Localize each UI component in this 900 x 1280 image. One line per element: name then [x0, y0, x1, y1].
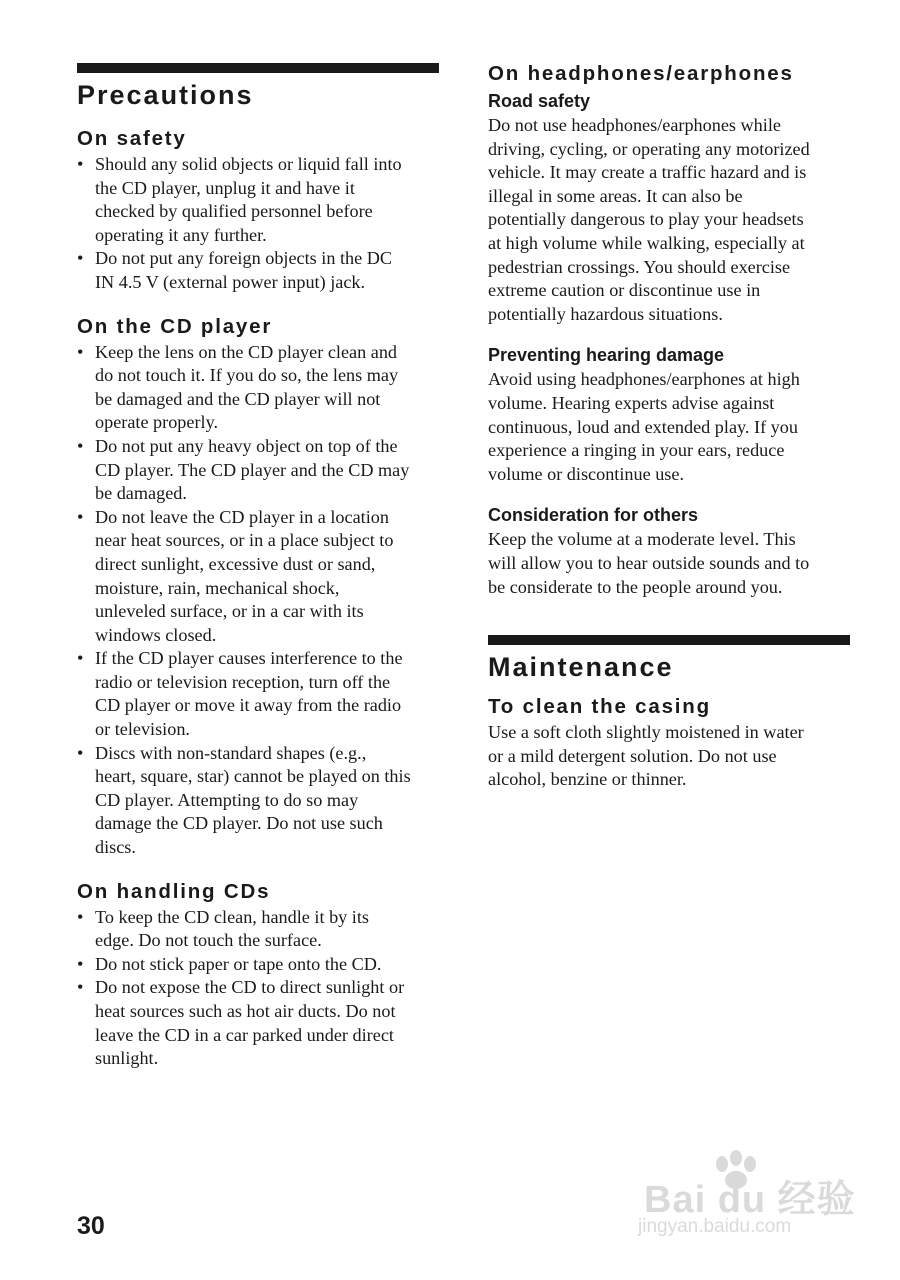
section-rule [488, 635, 850, 645]
right-column [488, 60, 850, 792]
precautions-title: Precautions [77, 80, 254, 110]
road-safety-subheading: Road safety [488, 91, 591, 111]
on-cd-player-list [77, 341, 439, 860]
consideration-text: Keep the volume at a moderate level. This will allow you to hear outside sounds and to be considerate to the people around you. [488, 529, 810, 597]
list-item: • To keep the CD clean, handle it by its edge. Do not touch the surface. [77, 906, 369, 951]
list-item: • Do not leave the CD player in a location near heat sources, or in a place subject to direct sunlight, excessive dust or sand, moisture, rain, mechanical shock, unleveled surface, or in a car with its windows closed. [77, 506, 394, 645]
list-item: • Do not expose the CD to direct sunlight or heat sources such as hot air ducts. Do not leave the CD in a car parked under direct sunlight. [77, 977, 405, 1069]
list-item: • Discs with non-standard shapes (e.g., heart, square, star) cannot be played on this CD player. Attempting to do so may damage the CD player. Do not use such discs. [77, 742, 411, 858]
on-cd-player-heading: On the CD player [77, 314, 273, 338]
hearing-damage-subheading: Preventing hearing damage [488, 345, 725, 366]
consideration-subheading: Consideration for others [488, 505, 699, 526]
section-rule [77, 63, 439, 73]
list-item: • Should any solid objects or liquid fall into the CD player, unplug it and have it checked by qualified personnel before operating it any further. [77, 154, 402, 245]
maintenance-title: Maintenance [488, 652, 674, 683]
baidu-watermark [638, 1150, 858, 1245]
watermark-url: jingyan.baidu.com [638, 1216, 792, 1237]
headphones-heading: On headphones/earphones [488, 62, 794, 85]
list-item: • Do not put any heavy object on top of the CD player. The CD player and the CD may be damaged. [77, 435, 410, 504]
on-handling-cds-heading: On handling CDs [77, 879, 271, 903]
list-item: • Do not stick paper or tape onto the CD. [77, 953, 382, 974]
clean-casing-text: Use a soft cloth slightly moistened in water or a mild detergent solution. Do not use alcohol, benzine or thinner. [488, 722, 804, 790]
on-handling-cds-list [77, 906, 439, 1071]
watermark-logo: Bai du 经验 [644, 1179, 856, 1221]
hearing-damage-text: Avoid using headphones/earphones at high volume. Hearing experts advise against continuous, loud and extended play. If you experience a ringing in your ears, reduce volume or discontinue use. [488, 369, 800, 484]
on-safety-list [77, 153, 439, 295]
clean-casing-heading: To clean the casing [488, 695, 711, 719]
list-item: • Keep the lens on the CD player clean and do not touch it. If you do so, the lens may be damaged and the CD player will not operate properly. [77, 341, 399, 433]
list-item: • If the CD player causes interference to the radio or television reception, turn off the CD player or move it away from the radio or television. [77, 648, 403, 740]
road-safety-text: Do not use headphones/earphones while driving, cycling, or operating any motorized vehicle. It may create a traffic hazard and is illegal in some areas. It can also be potentially dangerous to play your headsets at high volume while walking, especially at pedestrian crossings. You should exercise extreme caution or discontinue use in potentially hazardous situations. [488, 115, 810, 324]
left-column [77, 63, 439, 1071]
on-safety-heading: On safety [77, 127, 187, 150]
list-item: • Do not put any foreign objects in the DC IN 4.5 V (external power input) jack. [77, 248, 393, 292]
page-number: 30 [77, 1212, 105, 1240]
